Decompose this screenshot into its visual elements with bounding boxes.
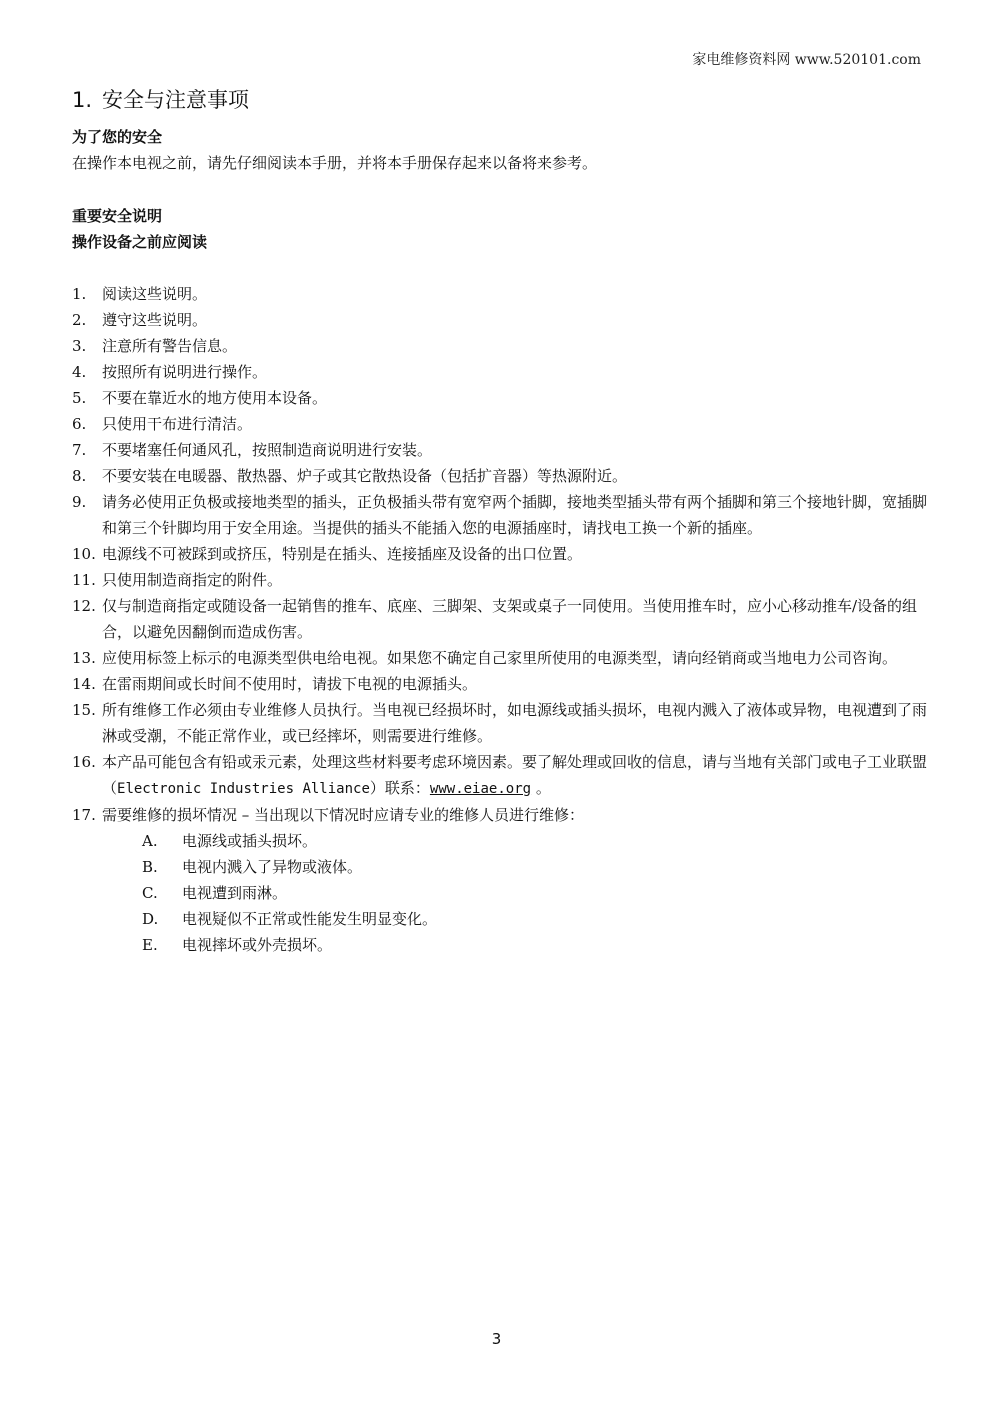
list-item: [72, 437, 927, 463]
item-text: 请务必使用正负极或接地类型的插头，正负极插头带有宽窄两个插脚，接地类型插头带有两个插脚和第三个接地针脚，宽插脚和第三个针脚均用于安全用途。当提供的插头不能插入您的电源插座时，请找电工换一个新的插座。: [102, 493, 928, 537]
item-number: 9.: [72, 493, 87, 511]
item-text: 只使用制造商指定的附件。: [102, 571, 283, 589]
sub-item-text: 电源线或插头损坏。: [182, 832, 318, 850]
item-number: 1.: [72, 285, 87, 303]
list-item: [72, 463, 927, 489]
safety-intro: 在操作本电视之前，请先仔细阅读本手册，并将本手册保存起来以备将来参考。: [72, 154, 598, 172]
sub-item-text: 电视遭到雨淋。: [182, 884, 288, 902]
item-text: 仅与制造商指定或随设备一起销售的推车、底座、三脚架、支架或桌子一同使用。当使用推车时，应小心移动推车/设备的组合，以避免因翻倒而造成伤害。: [102, 597, 918, 641]
item-number: 5.: [72, 389, 87, 407]
sub-list-item: [102, 828, 927, 854]
item-text: 在雷雨期间或长时间不使用时，请拔下电视的电源插头。: [102, 675, 478, 693]
section-title: 安全与注意事项: [102, 88, 250, 112]
item-number: 17.: [72, 806, 96, 824]
item-number: 13.: [72, 649, 96, 667]
item-number: 3.: [72, 337, 87, 355]
list-item: [72, 307, 927, 333]
damage-conditions-list: [102, 828, 927, 958]
list-item: [72, 489, 927, 541]
safety-instructions-list: [72, 281, 927, 958]
list-item: [72, 593, 927, 645]
item-text: 按照所有说明进行操作。: [102, 363, 268, 381]
item-text: 不要在靠近水的地方使用本设备。: [102, 389, 328, 407]
safety-heading: 为了您的安全: [72, 128, 163, 146]
item-number: 6.: [72, 415, 87, 433]
item-text: 注意所有警告信息。: [102, 337, 238, 355]
sub-item-text: 电视摔坏或外壳损坏。: [182, 936, 333, 954]
list-item: [72, 697, 927, 749]
item-number: 2.: [72, 311, 87, 329]
item-number: 7.: [72, 441, 87, 459]
list-item: [72, 802, 927, 958]
item-text: 遵守这些说明。: [102, 311, 208, 329]
item-text: 所有维修工作必须由专业维修人员执行。当电视已经损坏时，如电源线或插头损坏，电视内溅入了液体或异物，电视遭到了雨淋或受潮，不能正常作业，或已经摔坏，则需要进行维修。: [102, 701, 928, 745]
page-number: 3: [491, 1330, 502, 1348]
instructions-heading: 重要安全说明: [72, 207, 163, 225]
item-text: 电源线不可被踩到或挤压，特别是在插头、连接插座及设备的出口位置。: [102, 545, 583, 563]
sub-item-text: 电视疑似不正常或性能发生明显变化。: [182, 910, 438, 928]
list-item: [72, 541, 927, 567]
item-number: 4.: [72, 363, 87, 381]
list-item: [72, 567, 927, 593]
sub-item-letter: A.: [142, 832, 158, 850]
sub-list-item: [102, 880, 927, 906]
item-text: 不要堵塞任何通风孔，按照制造商说明进行安装。: [102, 441, 433, 459]
item-text: ）联系：: [369, 779, 430, 797]
item-number: 15.: [72, 701, 96, 719]
item-text: 。: [531, 779, 551, 797]
sub-item-letter: E.: [142, 936, 158, 954]
item-text: 需要维修的损坏情况 – 当出现以下情况时应请专业的维修人员进行维修：: [102, 806, 585, 824]
item-text: 本产品可能包含有铅或汞元素，处理这些材料要考虑环境因素。要了解处理或回收的信息，请与当地有关部门或电子工业联盟（: [102, 753, 928, 797]
item-text: 阅读这些说明。: [102, 285, 208, 303]
sub-list-item: [102, 906, 927, 932]
list-item: [72, 385, 927, 411]
item-number: 10.: [72, 545, 96, 563]
item-number: 16.: [72, 753, 96, 771]
sub-list-item: [102, 854, 927, 880]
sub-item-letter: D.: [142, 910, 159, 928]
instructions-subheading: 操作设备之前应阅读: [72, 233, 208, 251]
sub-item-text: 电视内溅入了异物或液体。: [182, 858, 363, 876]
item-text: 只使用干布进行清洁。: [102, 415, 253, 433]
list-item: [72, 359, 927, 385]
list-item: [72, 333, 927, 359]
list-item: [72, 411, 927, 437]
list-item: [72, 749, 927, 802]
sub-item-letter: B.: [142, 858, 158, 876]
list-item: [72, 645, 927, 671]
item-number: 11.: [72, 571, 96, 589]
list-item: [72, 281, 927, 307]
sub-item-letter: C.: [142, 884, 158, 902]
section-heading: [72, 84, 249, 114]
item-text: 不要安装在电暖器、散热器、炉子或其它散热设备（包括扩音器）等热源附近。: [102, 467, 628, 485]
organization-name: Electronic Industries Alliance: [117, 781, 370, 797]
item-number: 14.: [72, 675, 96, 693]
site-watermark: 家电维修资料网 www.520101.com: [692, 52, 921, 68]
section-number: 1.: [72, 88, 93, 112]
item-text: 应使用标签上标示的电源类型供电给电视。如果您不确定自己家里所使用的电源类型，请向经销商或当地电力公司咨询。: [102, 649, 898, 667]
item-number: 8.: [72, 467, 87, 485]
item-number: 12.: [72, 597, 96, 615]
list-item: [72, 671, 927, 697]
eia-website-link[interactable]: www.eiae.org: [429, 781, 532, 797]
sub-list-item: [102, 932, 927, 958]
